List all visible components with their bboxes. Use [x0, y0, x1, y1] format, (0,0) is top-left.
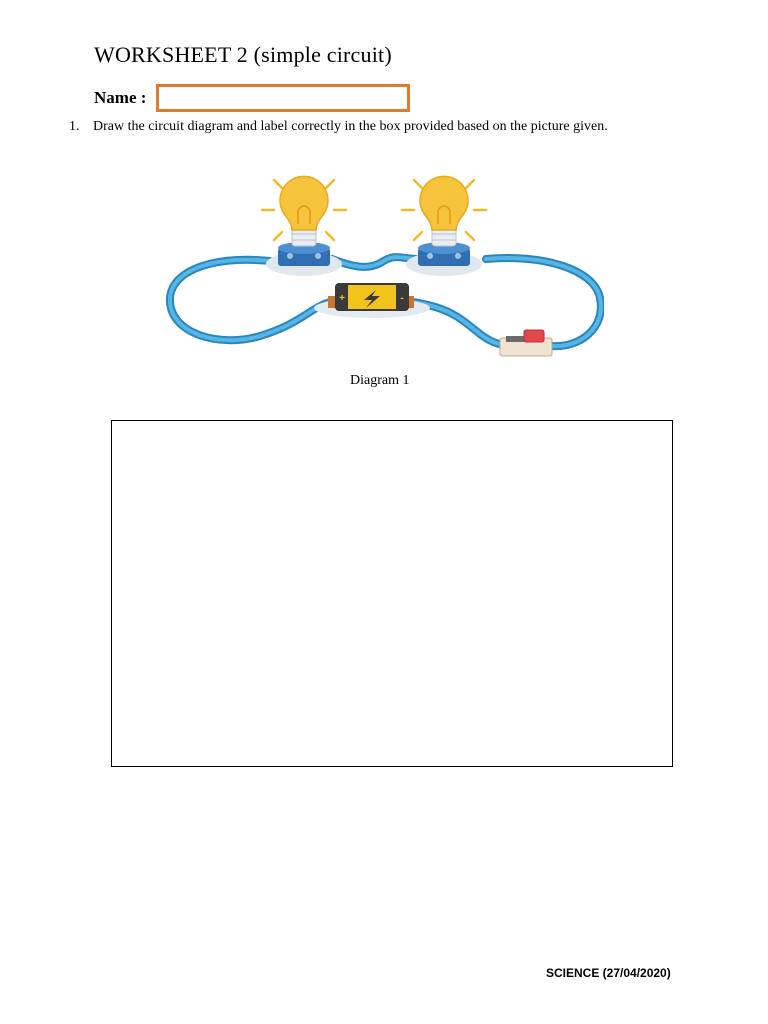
svg-text:-: -	[400, 293, 404, 304]
battery-icon	[314, 284, 430, 318]
question-text: Draw the circuit diagram and label correctly in the box provided based on the picture given.	[93, 119, 608, 134]
name-field[interactable]	[156, 84, 410, 112]
switch-icon	[500, 330, 552, 356]
worksheet-title: WORKSHEET 2 (simple circuit)	[94, 42, 392, 67]
figure-caption: Diagram 1	[350, 373, 410, 388]
light-bulb-icon	[402, 176, 486, 276]
question-number: 1.	[69, 119, 80, 134]
question-1	[69, 119, 608, 135]
circuit-picture	[160, 158, 604, 374]
light-bulb-icon	[262, 176, 346, 276]
name-label: Name :	[94, 88, 147, 107]
footer-subject-date: SCIENCE (27/04/2020)	[546, 966, 671, 980]
answer-box[interactable]	[111, 420, 673, 767]
svg-text:+: +	[339, 293, 345, 304]
